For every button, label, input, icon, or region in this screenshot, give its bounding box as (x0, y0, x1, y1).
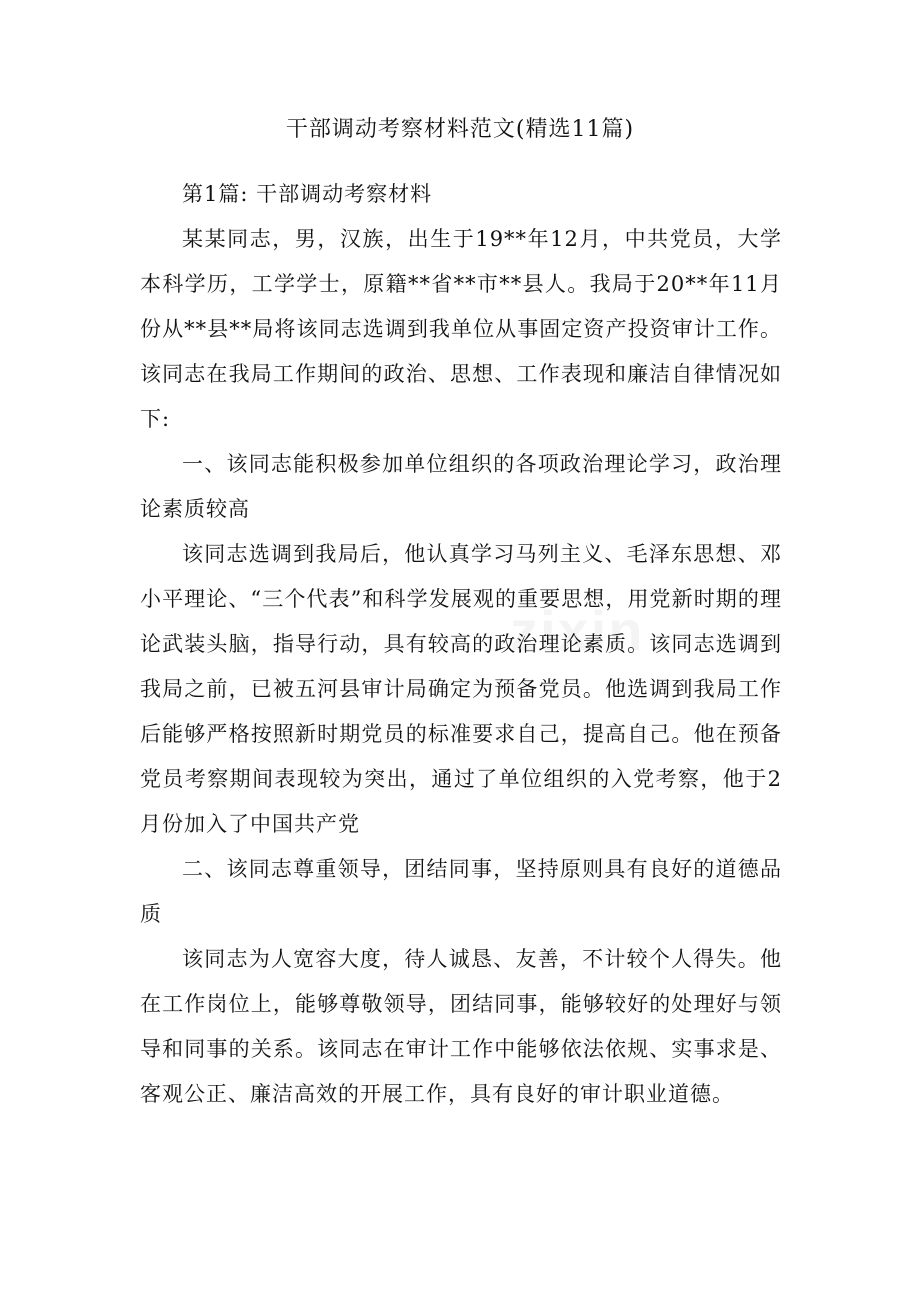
paragraph: 某某同志，男，汉族，出生于19**年12月，中共党员，大学本科学历，工学学士，原籍**省**市**县人。我局于20**年11月份从**县**局将该同志选调到我单位从事固定资产投资审计工作。该同志在我局工作期间的政治、思想、工作表现和廉洁自律情况如下: (140, 227, 782, 431)
subsection-heading: 二、该同志尊重领导，团结同事，坚持原则具有良好的道德品质 (140, 857, 782, 926)
paragraph: 该同志选调到我局后，他认真学习马列主义、毛泽东思想、邓小平理论、“三个代表”和科学发展观的重要思想，用党新时期的理论武装头脑，指导行动，具有较高的政治理论素质。该同志选调到我局之前，已被五河县审计局确定为预备党员。他选调到我局工作后能够严格按照新时期党员的标准要求自己，提高自己。他在预备党员考察期间表现较为突出，通过了单位组织的入党考察，他于2月份加入了中国共产党 (140, 542, 782, 836)
section-heading: 第1篇: 干部调动考察材料 (182, 182, 433, 206)
paragraph: 该同志为人宽容大度，待人诚恳、友善，不计较个人得失。他在工作岗位上，能够尊敬领导，团结同事，能够较好的处理好与领导和同事的关系。该同志在审计工作中能够依法依规、实事求是、客观公正、廉洁高效的开展工作，具有良好的审计职业道德。 (140, 947, 782, 1106)
document-title: 干部调动考察材料范文(精选11篇) (285, 117, 635, 142)
subsection-heading: 一、该同志能积极参加单位组织的各项政治理论学习，政治理论素质较高 (140, 452, 782, 521)
document-body (140, 172, 782, 1117)
